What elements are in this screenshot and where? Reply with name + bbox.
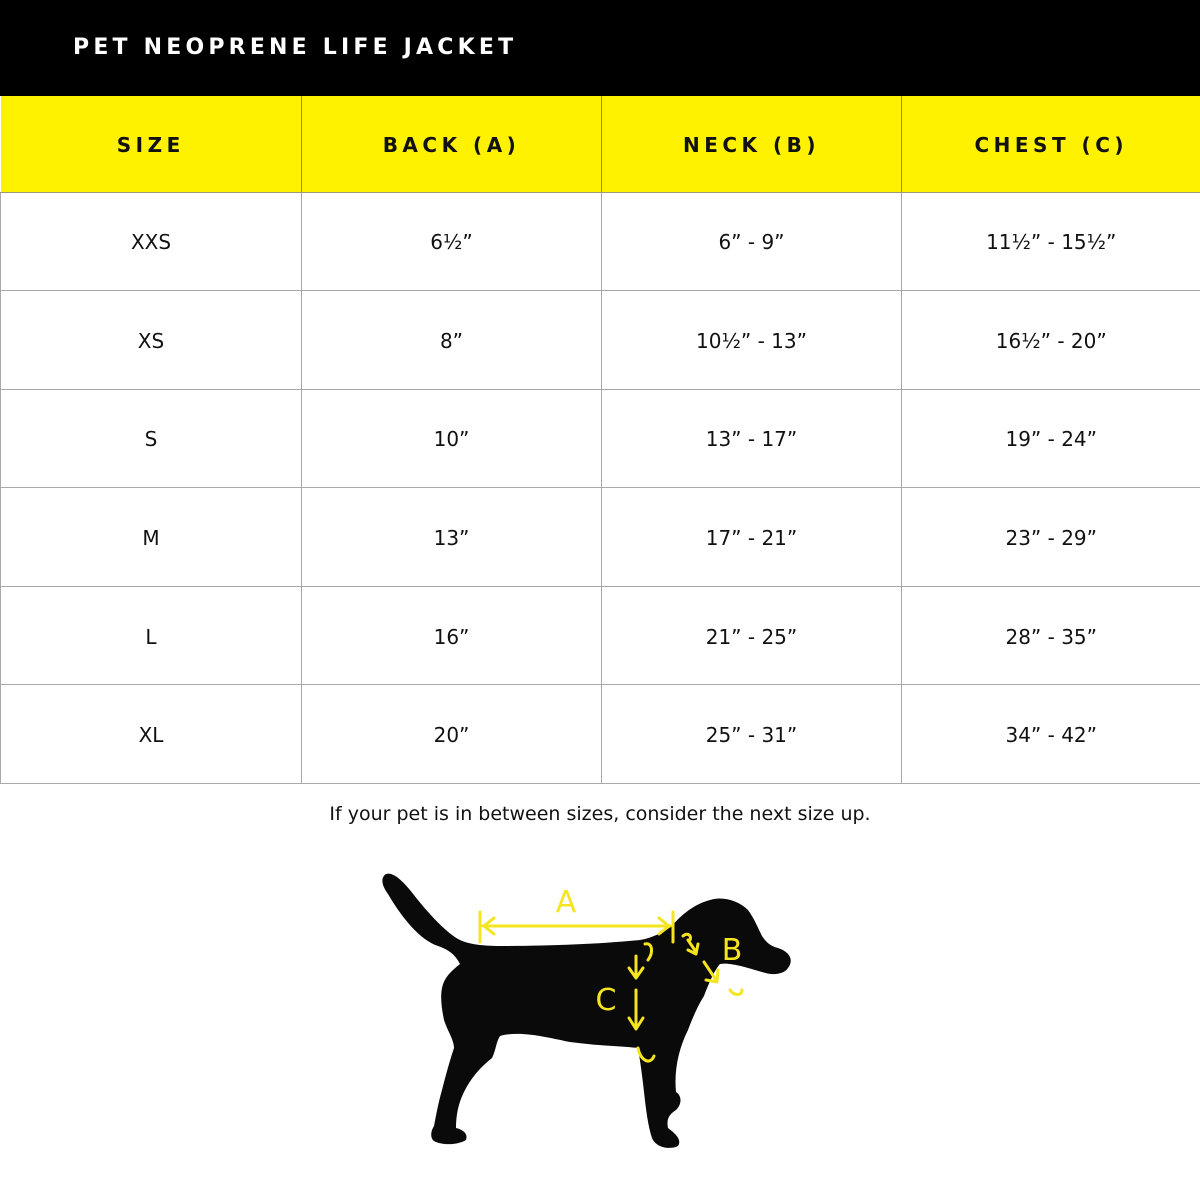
cell-back: 13” [302, 488, 602, 587]
cell-size: S [1, 389, 302, 488]
column-header-chest: CHEST (C) [902, 96, 1200, 192]
column-header-size: SIZE [1, 96, 302, 192]
table-header-row [1, 96, 1200, 192]
dog-measurement-diagram [370, 860, 840, 1160]
dog-silhouette-icon [382, 874, 790, 1148]
table-row [1, 389, 1200, 488]
cell-chest: 16½” - 20” [902, 291, 1200, 390]
label-c: C [595, 983, 617, 1018]
column-header-back: BACK (A) [302, 96, 602, 192]
cell-back: 6½” [302, 192, 602, 291]
cell-size: L [1, 586, 302, 685]
cell-back: 8” [302, 291, 602, 390]
cell-neck: 10½” - 13” [602, 291, 902, 390]
cell-neck: 17” - 21” [602, 488, 902, 587]
table-row [1, 685, 1200, 784]
cell-chest: 11½” - 15½” [902, 192, 1200, 291]
table-row [1, 586, 1200, 685]
cell-chest: 19” - 24” [902, 389, 1200, 488]
label-a: A [555, 885, 577, 920]
cell-chest: 34” - 42” [902, 685, 1200, 784]
cell-size: M [1, 488, 302, 587]
title-bar [0, 0, 1200, 96]
cell-neck: 6” - 9” [602, 192, 902, 291]
cell-neck: 21” - 25” [602, 586, 902, 685]
table-row [1, 192, 1200, 291]
table-row [1, 488, 1200, 587]
cell-back: 20” [302, 685, 602, 784]
cell-size: XXS [1, 192, 302, 291]
table-row [1, 291, 1200, 390]
size-chart-table [0, 96, 1200, 784]
page-title: PET NEOPRENE LIFE JACKET [73, 34, 518, 60]
cell-neck: 13” - 17” [602, 389, 902, 488]
back-measure-arrow-icon [480, 912, 673, 942]
cell-chest: 28” - 35” [902, 586, 1200, 685]
cell-size: XS [1, 291, 302, 390]
label-b: B [721, 933, 743, 968]
cell-chest: 23” - 29” [902, 488, 1200, 587]
cell-size: XL [1, 685, 302, 784]
sizing-note: If your pet is in between sizes, consider the next size up. [329, 803, 871, 825]
column-header-neck: NECK (B) [602, 96, 902, 192]
cell-back: 10” [302, 389, 602, 488]
cell-back: 16” [302, 586, 602, 685]
cell-neck: 25” - 31” [602, 685, 902, 784]
